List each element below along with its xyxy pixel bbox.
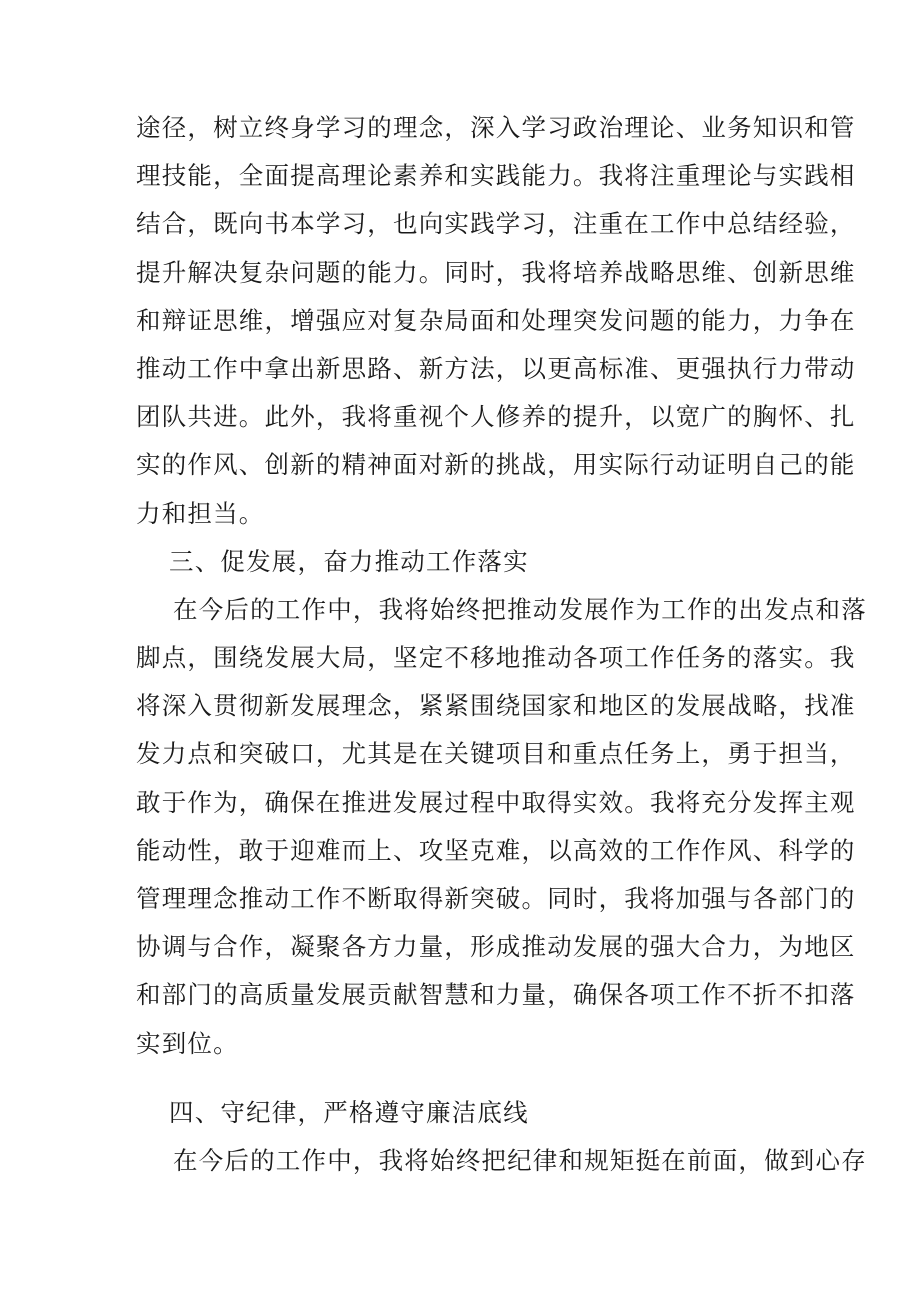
text-line: 在今后的工作中，我将始终把推动发展作为工作的出发点和落 [173,594,867,624]
text-line: 敢于作为，确保在推进发展过程中取得实效。我将充分发挥主观 [136,787,856,817]
section-heading-4: 四、守纪律，严格遵守廉洁底线 [169,1097,529,1127]
text-line: 途径，树立终身学习的理念，深入学习政治理论、业务知识和管 [136,113,856,142]
text-line: 管理理念推动工作不断取得新突破。同时，我将加强与各部门的 [136,884,856,913]
text-line: 团队共进。此外，我将重视个人修养的提升，以宽广的胸怀、扎 [136,402,856,432]
text-line: 和部门的高质量发展贡献智慧和力量，确保各项工作不折不扣落 [136,980,856,1010]
text-line: 推动工作中拿出新思路、新方法，以更高标准、更强执行力带动 [136,353,856,383]
text-line: 提升解决复杂问题的能力。同时，我将培养战略思维、创新思维 [136,257,856,287]
text-line: 在今后的工作中，我将始终把纪律和规矩挺在前面，做到心存 [173,1145,867,1175]
text-line: 发力点和突破口，尤其是在关键项目和重点任务上，勇于担当， [136,739,856,769]
text-line: 将深入贯彻新发展理念，紧紧围绕国家和地区的发展战略，找准 [136,691,856,721]
text-line: 理技能，全面提高理论素养和实践能力。我将注重理论与实践相 [136,161,856,191]
section-heading-3: 三、促发展，奋力推动工作落实 [169,546,529,576]
document-body [136,104,867,1185]
paragraph-discipline [136,1137,867,1185]
text-line: 能动性，敢于迎难而上、攻坚克难，以高效的工作作风、科学的 [136,835,856,865]
text-line: 结合，既向书本学习，也向实践学习，注重在工作中总结经验， [136,209,856,239]
text-line: 力和担当。 [136,498,265,528]
paragraph-promote-development [136,586,867,1068]
text-line: 脚点，围绕发展大局，坚定不移地推动各项工作任务的落实。我 [136,643,856,673]
paragraph-spacer [136,1068,796,1089]
text-line: 和辩证思维，增强应对复杂局面和处理突发问题的能力，力争在 [136,305,856,335]
text-line: 协调与合作，凝聚各方力量，形成推动发展的强大合力，为地区 [136,932,856,962]
text-line: 实的作风、创新的精神面对新的挑战，用实际行动证明自己的能 [136,450,856,480]
paragraph-personal-growth [136,104,856,538]
text-line: 实到位。 [136,1028,239,1058]
